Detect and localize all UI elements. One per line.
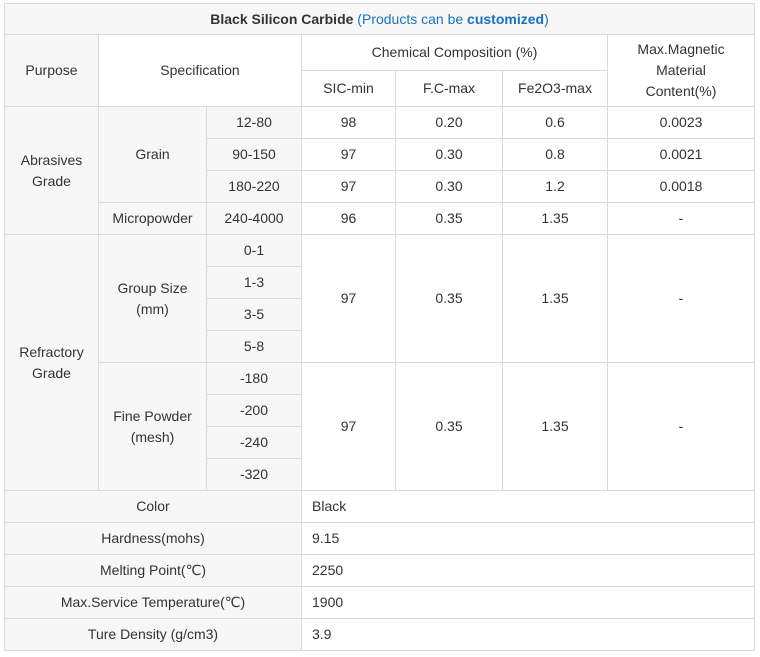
grain-fc-cell: 0.30 — [396, 171, 503, 203]
header-sic: SIC-min — [302, 71, 396, 107]
header-chemical-composition: Chemical Composition (%) — [302, 35, 608, 71]
group-size-label-line2: (mm) — [136, 300, 169, 317]
property-label-melting-point: Melting Point(℃) — [5, 555, 302, 587]
group-fc-cell: 0.35 — [396, 235, 503, 363]
group-spec-cell: 5-8 — [207, 331, 302, 363]
micropowder-spec-cell: 240-4000 — [207, 203, 302, 235]
header-magnetic-line2: Material — [656, 62, 706, 78]
grain-spec-cell: 90-150 — [207, 139, 302, 171]
header-magnetic-line3: Content(%) — [645, 83, 717, 99]
grain-mag-cell: 0.0018 — [608, 171, 755, 203]
grain-sic-cell: 98 — [302, 107, 396, 139]
grain-fe-cell: 1.2 — [503, 171, 608, 203]
micropowder-fc-cell: 0.35 — [396, 203, 503, 235]
purpose-abrasives-line2: Grade — [32, 172, 71, 189]
grain-mag-cell: 0.0023 — [608, 107, 755, 139]
grain-fe-cell: 0.6 — [503, 107, 608, 139]
fine-spec-cell: -200 — [207, 395, 302, 427]
fine-spec-cell: -320 — [207, 459, 302, 491]
header-fe2o3: Fe2O3-max — [503, 71, 608, 107]
purpose-refractory-line1: Refractory — [19, 343, 84, 360]
purpose-refractory-line2: Grade — [32, 364, 71, 381]
property-label-hardness: Hardness(mohs) — [5, 523, 302, 555]
micropowder-mag-cell: - — [608, 203, 755, 235]
spec-group-size-label — [99, 235, 207, 363]
title-close-paren: ) — [544, 10, 549, 27]
table-title-main: Black Silicon Carbide — [210, 10, 354, 27]
group-fe-cell: 1.35 — [503, 235, 608, 363]
property-value-color: Black — [302, 491, 755, 523]
fine-fe-cell: 1.35 — [503, 363, 608, 491]
grain-spec-cell: 180-220 — [207, 171, 302, 203]
group-spec-cell: 3-5 — [207, 299, 302, 331]
grain-fc-cell: 0.20 — [396, 107, 503, 139]
spec-grain-label: Grain — [99, 107, 207, 203]
grain-mag-cell: 0.0021 — [608, 139, 755, 171]
fine-spec-cell: -240 — [207, 427, 302, 459]
fine-mag-cell: - — [608, 363, 755, 491]
fine-spec-cell: -180 — [207, 363, 302, 395]
group-mag-cell: - — [608, 235, 755, 363]
spec-micropowder-label: Micropowder — [99, 203, 207, 235]
header-fc: F.C-max — [396, 71, 503, 107]
group-size-label-line1: Group Size — [117, 279, 188, 296]
header-purpose: Purpose — [5, 35, 99, 107]
purpose-refractory — [5, 235, 99, 491]
grain-sic-cell: 97 — [302, 139, 396, 171]
group-spec-cell: 1-3 — [207, 267, 302, 299]
grain-sic-cell: 97 — [302, 171, 396, 203]
micropowder-fe-cell: 1.35 — [503, 203, 608, 235]
grain-fc-cell: 0.30 — [396, 139, 503, 171]
property-label-color: Color — [5, 491, 302, 523]
property-value-max-service-temp: 1900 — [302, 587, 755, 619]
grain-fe-cell: 0.8 — [503, 139, 608, 171]
fine-powder-label-line1: Fine Powder — [113, 407, 192, 424]
header-magnetic — [608, 35, 755, 107]
fine-fc-cell: 0.35 — [396, 363, 503, 491]
group-sic-cell: 97 — [302, 235, 396, 363]
title-open-paren: ( — [353, 10, 362, 27]
header-specification: Specification — [99, 35, 302, 107]
purpose-abrasives — [5, 107, 99, 235]
micropowder-sic-cell: 96 — [302, 203, 396, 235]
grain-spec-cell: 12-80 — [207, 107, 302, 139]
purpose-abrasives-line1: Abrasives — [20, 151, 83, 168]
spec-table — [4, 3, 755, 651]
spec-table-container — [4, 3, 755, 651]
property-value-density: 3.9 — [302, 619, 755, 651]
customized-link[interactable]: customized — [467, 10, 545, 27]
fine-powder-label-line2: (mesh) — [130, 428, 175, 445]
property-value-hardness: 9.15 — [302, 523, 755, 555]
property-label-max-service-temp: Max.Service Temperature(℃) — [5, 587, 302, 619]
group-spec-cell: 0-1 — [207, 235, 302, 267]
fine-sic-cell: 97 — [302, 363, 396, 491]
property-value-melting-point: 2250 — [302, 555, 755, 587]
table-title — [5, 4, 755, 35]
title-note: Products can be — [361, 10, 468, 27]
spec-fine-powder-label — [99, 363, 207, 491]
header-magnetic-line1: Max.Magnetic — [637, 41, 725, 57]
property-label-density: Ture Density (g/cm3) — [5, 619, 302, 651]
